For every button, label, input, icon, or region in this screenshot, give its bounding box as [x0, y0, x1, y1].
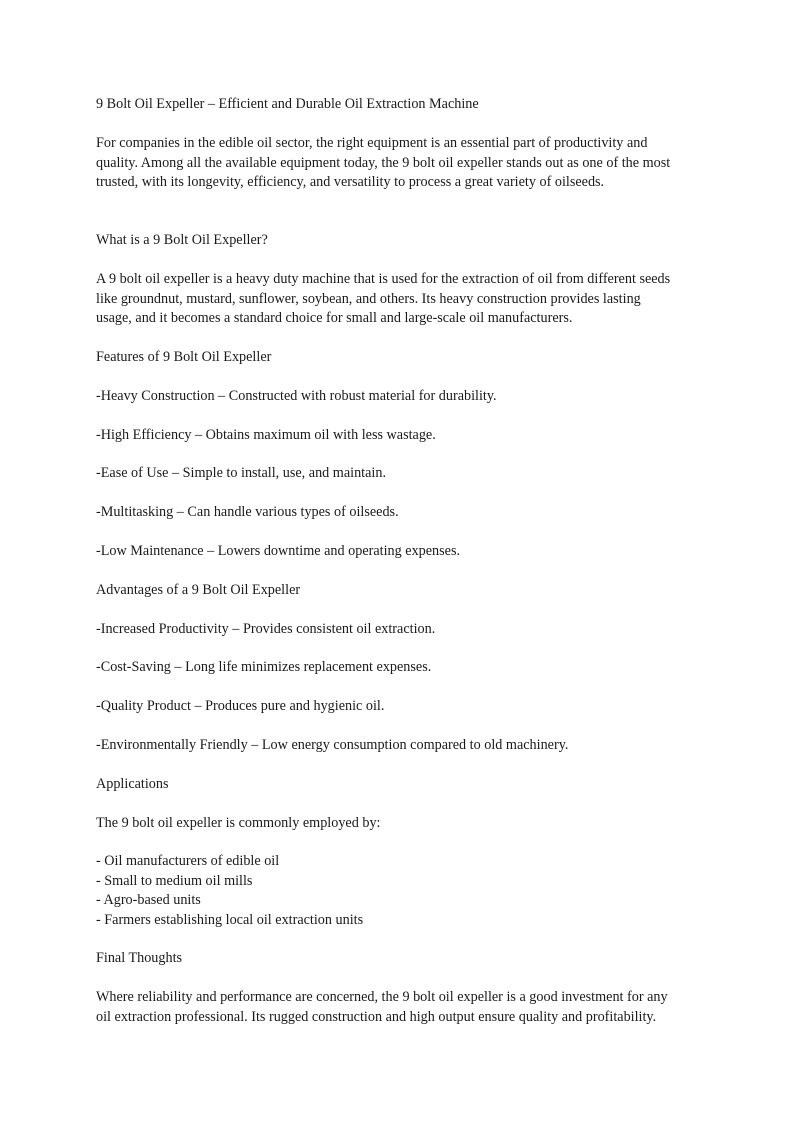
what-is-line: like groundnut, mustard, sunflower, soybean, and others. Its heavy construction provides lasting [96, 291, 641, 307]
advantage-item: -Quality Product – Produces pure and hygienic oil. [96, 698, 385, 714]
application-item: - Farmers establishing local oil extraction units [96, 912, 364, 928]
features-heading: Features of 9 Bolt Oil Expeller [96, 349, 272, 365]
intro-line: For companies in the edible oil sector, the right equipment is an essential part of productivity and [96, 135, 648, 151]
application-item: - Agro-based units [96, 892, 201, 908]
feature-item: -High Efficiency – Obtains maximum oil with less wastage. [96, 427, 436, 443]
application-item: - Oil manufacturers of edible oil [96, 853, 280, 869]
final-line: Where reliability and performance are concerned, the 9 bolt oil expeller is a good investment for any [96, 989, 668, 1005]
feature-item: -Low Maintenance – Lowers downtime and operating expenses. [96, 543, 461, 559]
final-heading: Final Thoughts [96, 950, 183, 966]
advantage-item: -Increased Productivity – Provides consistent oil extraction. [96, 621, 436, 637]
applications-intro: The 9 bolt oil expeller is commonly employed by: [96, 815, 381, 831]
what-is-heading: What is a 9 Bolt Oil Expeller? [96, 232, 268, 248]
intro-line: trusted, with its longevity, efficiency, and versatility to process a great variety of oilseeds. [96, 174, 605, 190]
advantages-heading: Advantages of a 9 Bolt Oil Expeller [96, 582, 301, 598]
feature-item: -Ease of Use – Simple to install, use, and maintain. [96, 465, 386, 481]
what-is-line: usage, and it becomes a standard choice for small and large-scale oil manufacturers. [96, 310, 573, 326]
application-item: - Small to medium oil mills [96, 873, 253, 889]
what-is-line: A 9 bolt oil expeller is a heavy duty machine that is used for the extraction of oil from different seeds [96, 271, 671, 287]
applications-heading: Applications [96, 776, 169, 792]
feature-item: -Heavy Construction – Constructed with robust material for durability. [96, 388, 497, 404]
feature-item: -Multitasking – Can handle various types of oilseeds. [96, 504, 399, 520]
intro-line: quality. Among all the available equipment today, the 9 bolt oil expeller stands out as one of the most [96, 155, 671, 171]
advantage-item: -Environmentally Friendly – Low energy consumption compared to old machinery. [96, 737, 569, 753]
final-line: oil extraction professional. Its rugged construction and high output ensure quality and profitability. [96, 1009, 657, 1025]
advantage-item: -Cost-Saving – Long life minimizes replacement expenses. [96, 659, 432, 675]
document-title: 9 Bolt Oil Expeller – Efficient and Durable Oil Extraction Machine [96, 96, 479, 112]
